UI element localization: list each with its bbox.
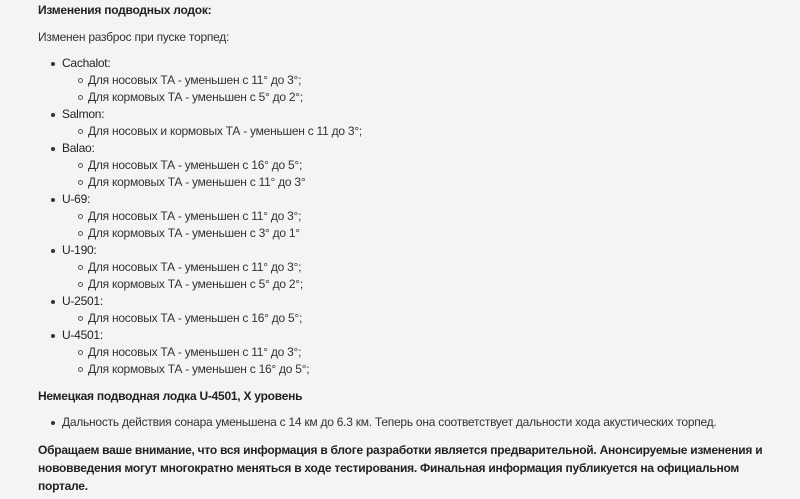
- change-item: [38, 123, 778, 140]
- change-item: [38, 72, 778, 89]
- circle-bullet-icon: [78, 163, 83, 168]
- submarine-name: U-2501:: [62, 294, 103, 308]
- circle-bullet-icon: [78, 350, 83, 355]
- change-item: [38, 208, 778, 225]
- change-item: [38, 225, 778, 242]
- bullet-icon: [51, 62, 55, 66]
- change-text: Для носовых ТА - уменьшен с 11° до 3°;: [88, 345, 302, 359]
- change-text: Для носовых ТА - уменьшен с 11° до 3°;: [88, 260, 302, 274]
- change-list: [62, 344, 778, 378]
- submarine-item: [38, 327, 778, 378]
- circle-bullet-icon: [78, 180, 83, 185]
- circle-bullet-icon: [78, 367, 83, 372]
- change-text: Для кормовых ТА - уменьшен с 16° до 5°;: [88, 362, 310, 376]
- article-body: [38, 2, 778, 495]
- submarine-name: Cachalot:: [62, 56, 111, 70]
- section-title: Изменения подводных лодок:: [38, 3, 212, 17]
- change-text: Для носовых ТА - уменьшен с 11° до 3°;: [88, 73, 302, 87]
- change-item: [38, 89, 778, 106]
- bullet-icon: [51, 334, 55, 338]
- circle-bullet-icon: [78, 95, 83, 100]
- section2-list: [38, 414, 778, 431]
- submarine-item: [38, 55, 778, 106]
- change-item: [38, 344, 778, 361]
- change-list: [62, 157, 778, 191]
- change-text: Для носовых ТА - уменьшен с 16° до 5°;: [88, 311, 303, 325]
- submarine-item: [38, 242, 778, 293]
- notice-text: Обращаем ваше внимание, что вся информация в блоге разработки является предварительной. Анонсируемые изменения и нововведения могут многократно меняться в ходе тестирования. Финальная информация публикуется на официальном портале.: [38, 443, 763, 493]
- change-text: Для кормовых ТА - уменьшен с 11° до 3°: [88, 175, 306, 189]
- submarine-name: U-4501:: [62, 328, 103, 342]
- change-list: [62, 310, 778, 327]
- change-list: [62, 72, 778, 106]
- change-text: Для кормовых ТА - уменьшен с 5° до 2°;: [88, 277, 303, 291]
- circle-bullet-icon: [78, 78, 83, 83]
- change-text: Для кормовых ТА - уменьшен с 3° до 1°: [88, 226, 300, 240]
- change-list: [62, 123, 778, 140]
- change-list: [62, 208, 778, 242]
- submarine-name: U-190:: [62, 243, 97, 257]
- change-list: [62, 259, 778, 293]
- submarine-item: [38, 106, 778, 140]
- circle-bullet-icon: [78, 214, 83, 219]
- bullet-icon: [51, 421, 55, 425]
- submarine-name: U-69:: [62, 192, 91, 206]
- bullet-icon: [51, 113, 55, 117]
- intro-text: Изменен разброс при пуске торпед:: [38, 30, 230, 44]
- list-item: [38, 414, 778, 431]
- change-item: [38, 276, 778, 293]
- circle-bullet-icon: [78, 316, 83, 321]
- submarine-list: [38, 55, 778, 378]
- change-item: [38, 310, 778, 327]
- submarine-item: [38, 140, 778, 191]
- submarine-name: Salmon:: [62, 107, 105, 121]
- change-text: Для носовых ТА - уменьшен с 11° до 3°;: [88, 209, 302, 223]
- change-item: [38, 259, 778, 276]
- bullet-icon: [51, 249, 55, 253]
- submarine-item: [38, 293, 778, 327]
- circle-bullet-icon: [78, 129, 83, 134]
- circle-bullet-icon: [78, 231, 83, 236]
- submarine-name: Balao:: [62, 141, 95, 155]
- bullet-icon: [51, 147, 55, 151]
- circle-bullet-icon: [78, 265, 83, 270]
- change-text: Для кормовых ТА - уменьшен с 5° до 2°;: [88, 90, 303, 104]
- change-item: [38, 174, 778, 191]
- list-item-text: Дальность действия сонара уменьшена с 14 км до 6.3 км. Теперь она соответствует дальности хода акустических торпед.: [62, 415, 717, 429]
- submarine-item: [38, 191, 778, 242]
- circle-bullet-icon: [78, 282, 83, 287]
- change-text: Для носовых ТА - уменьшен с 16° до 5°;: [88, 158, 303, 172]
- change-item: [38, 361, 778, 378]
- bullet-icon: [51, 198, 55, 202]
- change-text: Для носовых и кормовых ТА - уменьшен с 11 до 3°;: [88, 124, 362, 138]
- section2-title: Немецкая подводная лодка U-4501, X уровень: [38, 389, 303, 403]
- change-item: [38, 157, 778, 174]
- bullet-icon: [51, 300, 55, 304]
